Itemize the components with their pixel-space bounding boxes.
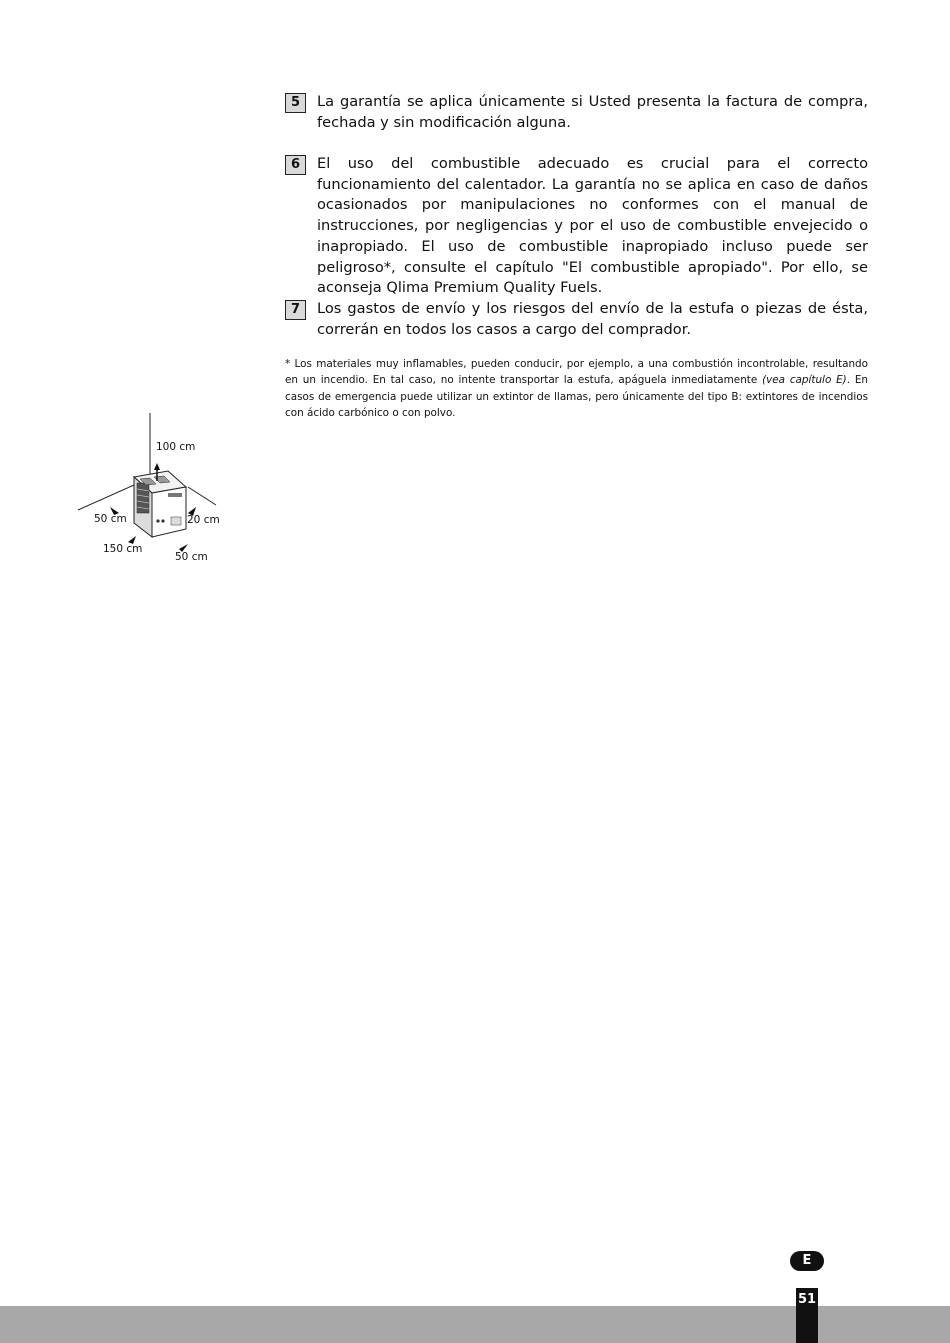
page-number: 51 [796, 1288, 818, 1343]
clearance-label-back-right: 50 cm [175, 551, 208, 563]
item-text: El uso del combustible adecuado es crucial para el correcto funcionamiento del calentador. La garantía no se aplica en caso de daños ocasionados por manipulaciones no conformes con el manual de instrucciones, por negligencias y por el uso de combustible envejecido o inapropiado. El uso de combustible inapropiado incluso puede ser peligroso*, consulte el capítulo "El combustible apropiado". Por ello, se aconseja Qlima Premium Quality Fuels. [317, 155, 868, 297]
heater-illustration [70, 405, 230, 570]
item-text: La garantía se aplica únicamente si Usted presenta la factura de compra, fechada y sin modificación alguna. [317, 93, 868, 131]
item-number-badge: 5 [285, 93, 306, 113]
item-text: Los gastos de envío y los riesgos del envío de la estufa o piezas de ésta, correrán en todos los casos a cargo del comprador. [317, 300, 868, 338]
clearance-label-front: 150 cm [103, 543, 143, 555]
clearance-label-top: 100 cm [156, 441, 196, 453]
item-number-badge: 7 [285, 300, 306, 320]
footnote [285, 356, 868, 421]
clearance-label-left: 50 cm [94, 513, 127, 525]
footnote-reference: (vea capítulo E) [762, 374, 847, 387]
footnote-text-end: . En casos de emergencia puede utilizar un extintor de llamas, pero únicamente del tipo B: extintores de incendios con ácido carbónico o con polvo. [285, 374, 868, 419]
warranty-item-7 [285, 299, 868, 340]
heater-clearance-diagram [70, 405, 230, 570]
warranty-item-5 [285, 92, 868, 133]
footnote-text: * Los materiales muy inflamables, pueden conducir, por ejemplo, a una combustión incontrolable, resultando en un incendio. En tal caso, no intente transportar la estufa, apáguela inmediatamente [285, 358, 868, 387]
warranty-item-6 [285, 154, 868, 299]
item-number-badge: 6 [285, 155, 306, 175]
language-badge: E [790, 1251, 824, 1271]
clearance-label-right: 20 cm [187, 514, 220, 526]
